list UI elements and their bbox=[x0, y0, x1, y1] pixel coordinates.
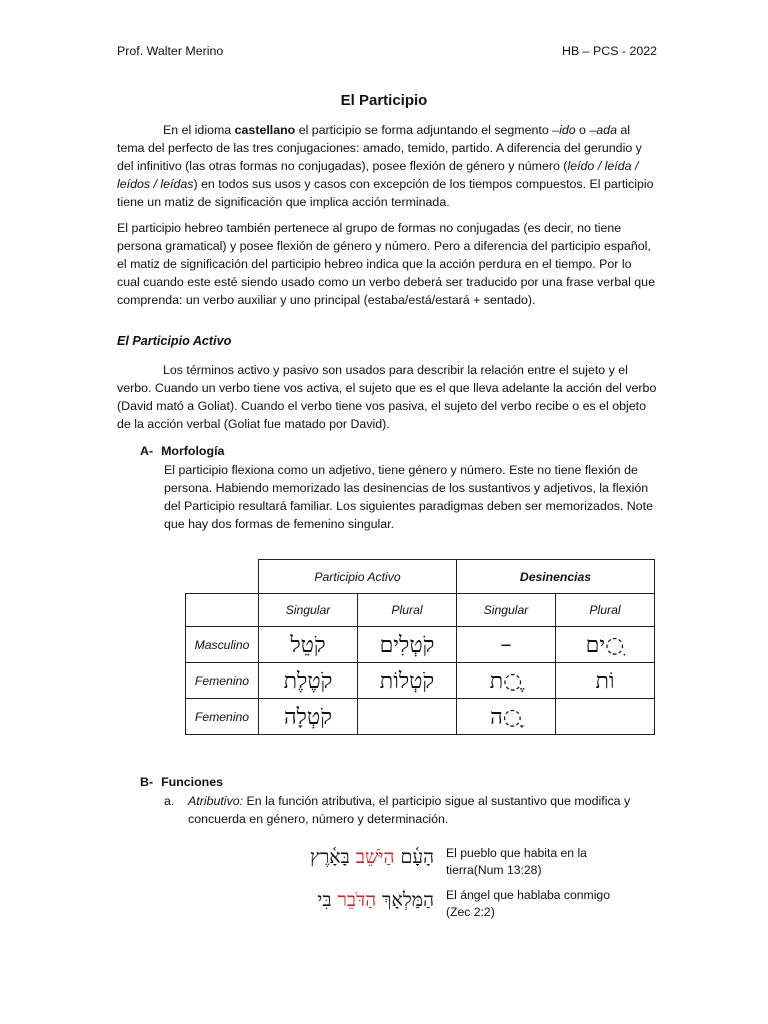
example-translation-1: El pueblo que habita en la tierra(Num 13:28) bbox=[446, 846, 587, 877]
table-cell bbox=[358, 699, 457, 735]
subheader-singular: Singular bbox=[259, 594, 358, 627]
table-cell: קֹטֶלֶת bbox=[259, 663, 358, 699]
table-row bbox=[186, 663, 655, 699]
table-cell: ֶ◌ת bbox=[457, 663, 556, 699]
table-cell-empty bbox=[186, 594, 259, 627]
table-cell bbox=[556, 699, 655, 735]
example-1-participle: הַיֹּשֵׁב bbox=[355, 846, 395, 868]
paragraph-castellano bbox=[117, 121, 657, 211]
example-1-start: הָעָ֫ם bbox=[394, 846, 434, 868]
subheader-plural: Plural bbox=[556, 594, 655, 627]
header-participio-activo: Participio Activo bbox=[259, 560, 457, 594]
table-row bbox=[186, 627, 655, 663]
table-cell: קֹטְלוֹת bbox=[358, 663, 457, 699]
item-text: En la función atributiva, el participio sigue al sustantivo que modifica y concuerda en género, número y determinación. bbox=[188, 794, 631, 826]
table-cell: ִ◌ים bbox=[556, 627, 655, 663]
section-b-heading bbox=[140, 775, 223, 789]
item-letter: a. bbox=[164, 794, 175, 808]
table-row bbox=[186, 560, 655, 594]
p1-text-4: al tema del perfecto de las tres conjugaciones: amado, temido, partido. A diferencia del gerundio y del infinitivo (las otras formas no conjugadas), posee flexión de género y número ( bbox=[117, 123, 642, 173]
example-hebrew-2 bbox=[230, 889, 434, 912]
header-course: HB – PCS - 2022 bbox=[562, 44, 658, 58]
paragraph-activo-pasivo: Los términos activo y pasivo son usados para describir la relación entre el sujeto y el verbo. Cuando un verbo tiene vos activa, el sujeto que es el que lleva adelante la acción del verbo (David mató a Goliat). Cuando el verbo tiene vos pasiva, el sujeto del verbo recibe o es el objeto de la acción verbal (Goliat fue matado por David). bbox=[117, 363, 657, 431]
example-2-start: הַמַּלְאָךְ bbox=[376, 889, 434, 911]
row-label: Masculino bbox=[186, 627, 259, 663]
p1-suffix-ido: –ido bbox=[552, 123, 576, 137]
p1-text-2: el participio se forma adjuntando el segmento bbox=[295, 123, 553, 137]
table-cell: ָ◌ה bbox=[457, 699, 556, 735]
p1-suffix-ada: –ada bbox=[589, 123, 617, 137]
paradigm-table bbox=[185, 559, 655, 735]
p1-example-leido: leído / leída / leídos / leídas bbox=[117, 159, 639, 191]
section-a-label: A- bbox=[140, 444, 154, 458]
row-label: Femenino bbox=[186, 699, 259, 735]
section-a-heading bbox=[140, 444, 224, 458]
item-name-atributivo: Atributivo: bbox=[188, 794, 244, 808]
section-b-label: B- bbox=[140, 775, 154, 789]
header-author: Prof. Walter Merino bbox=[117, 44, 224, 58]
example-2-participle: הַדֹּבֵר bbox=[337, 889, 377, 911]
subheader-plural: Plural bbox=[358, 594, 457, 627]
example-translation-2: El ángel que hablaba conmigo (Zec 2:2) bbox=[446, 888, 610, 919]
p1-text-1: En el idioma bbox=[163, 123, 235, 137]
item-atributivo bbox=[164, 792, 658, 828]
p1-text-5: ) en todos sus usos y casos con excepción de los tiempos compuestos. El participio tiene un matiz de significación que implica acción terminada. bbox=[117, 177, 654, 209]
section-a-title: Morfología bbox=[161, 444, 225, 458]
section-a-text: El participio flexiona como un adjetivo, tiene género y número. Este no tiene flexión de persona. Habiendo memorizado las desinencias de los sustantivos y adjetivos, la flexión del Participio resultará familiar. Los siguientes paradigmas deben ser memorizados. Note que hay dos formas de femenino singular. bbox=[164, 463, 653, 531]
table-cell: וֹת bbox=[556, 663, 655, 699]
header-desinencias: Desinencias bbox=[457, 560, 655, 594]
table-cell: קֹטְלָה bbox=[259, 699, 358, 735]
subtitle-participio-activo: El Participio Activo bbox=[117, 334, 232, 348]
paragraph-hebreo: El participio hebreo también pertenece al grupo de formas no conjugadas (es decir, no tiene persona gramatical) y posee flexión de género y número. Pero a diferencia del participio español, el matiz de significación del participio hebreo indica que la acción perdura en el tiempo. Por lo cual cuando este esté siendo usado como un verbo deberá ser traducido por una frase verbal que comprenda: un verbo auxiliar y uno principal (estaba/está/estará + sentado). bbox=[117, 221, 655, 307]
table-row bbox=[186, 594, 655, 627]
p1-bold-castellano: castellano bbox=[234, 123, 296, 137]
section-b-title: Funciones bbox=[161, 775, 224, 789]
table-cell: קֹטְלִים bbox=[358, 627, 457, 663]
page-title: El Participio bbox=[340, 92, 428, 109]
example-1-end: בָּאָ֫רֶץ bbox=[310, 846, 356, 868]
table-corner bbox=[186, 560, 259, 594]
row-label: Femenino bbox=[186, 663, 259, 699]
table-cell: קֹטֵל bbox=[259, 627, 358, 663]
table-cell: – bbox=[457, 627, 556, 663]
example-hebrew-1 bbox=[230, 846, 434, 869]
p1-text-3: o bbox=[575, 123, 590, 137]
example-2-end: בִּי bbox=[317, 889, 338, 911]
subheader-singular: Singular bbox=[457, 594, 556, 627]
table-row bbox=[186, 699, 655, 735]
